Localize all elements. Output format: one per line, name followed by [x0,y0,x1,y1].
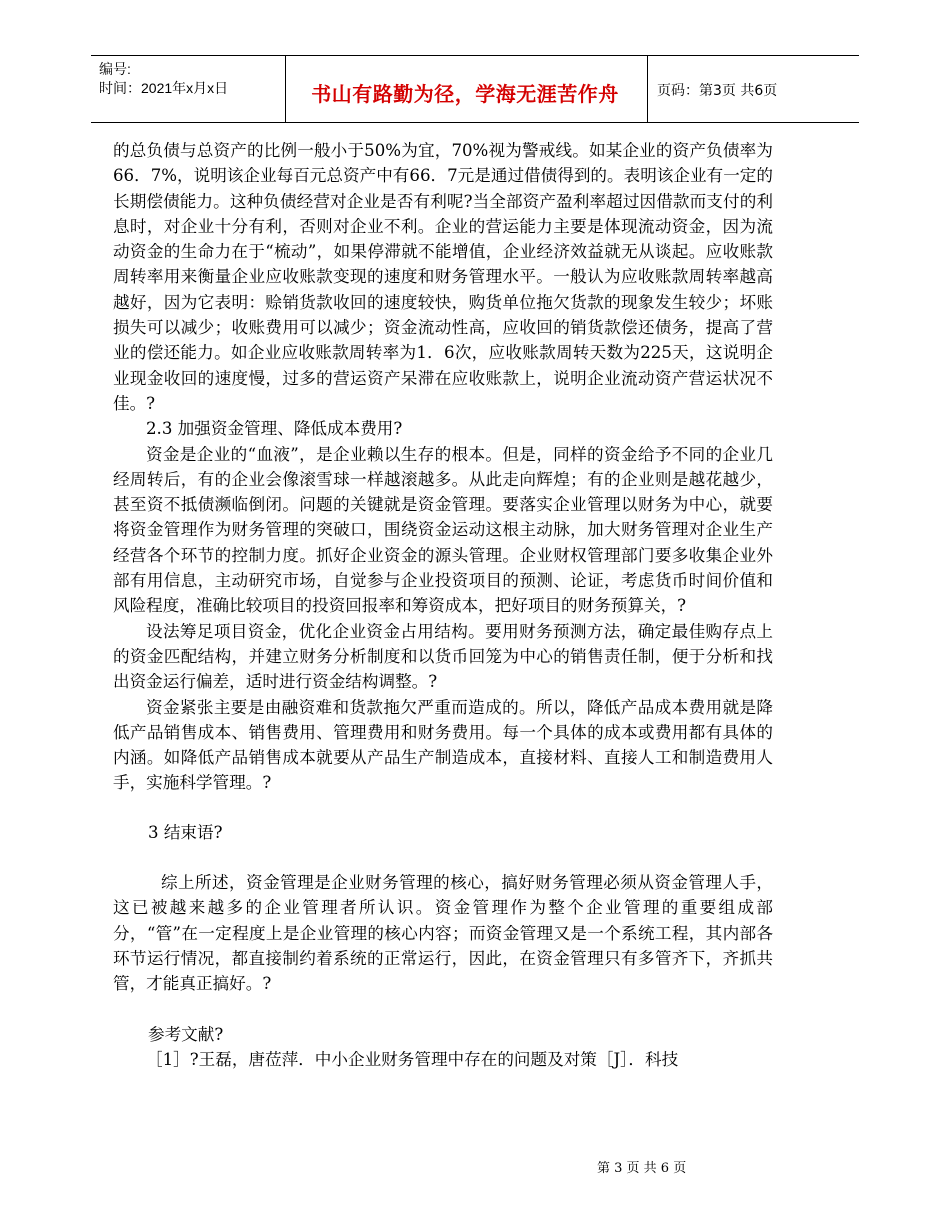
section-heading-3: 3 结束语? [148,822,223,842]
paragraph: 资金紧张主要是由融资难和货款拖欠严重而造成的。所以，降低产品成本费用就是降低产品销售成本、销售费用、管理费用和财务费用。每一个具体的成本或费用都有具体的内涵。如降低产品销售成本就要从产品生产制造成本，直接材料、直接人工和制造费用人手，实施科学管理。? [113,697,773,793]
reference-item: ［1］?王磊，唐莅萍．中小企业财务管理中存在的问题及对策［J］．科技 [146,1049,679,1069]
paragraph: 设法筹足项目资金，优化企业资金占用结构。要用财务预测方法，确定最佳购存点上的资金匹配结构，并建立财务分析制度和以货币回笼为中心的销售责任制，便于分析和找出资金运行偏差，适时进行资金结构调整。? [113,621,773,692]
paragraph: 资金是企业的“血液”，是企业赖以生存的根本。但是，同样的资金给予不同的企业几经周转后，有的企业会像滚雪球一样越滚越多。从此走向辉煌；有的企业则是越花越少，甚至资不抵债濒临倒闭。问题的关键就是资金管理。要落实企业管理以财务为中心，就要将资金管理作为财务管理的突破口，围绕资金运动这根主动脉，加大财务管理对企业生产经营各个环节的控制力度。抓好企业资金的源头管理。企业财权管理部门要多收集企业外部有用信息，主动研究市场，自觉参与企业投资项目的预测、论证，考虑货币时间价值和风险程度，准确比较项目的投资回报率和筹资成本，把好项目的财务预算关，? [113,444,773,616]
paragraph: 的总负债与总资产的比例一般小于50%为宜，70%视为警戒线。如某企业的资产负债率为66．7%，说明该企业每百元总资产中有66．7元是通过借债得到的。表明该企业有一定的长期偿债能力。这种负债经营对企业是否有利呢?当全部资产盈利率超过因借款而支付的利息时，对企业十分有利，否则对企业不利。企业的营运能力主要是体现流动资金，因为流动资金的生命力在于“梳动”，如果停滞就不能增值，企业经济效益就无从谈起。应收账款周转率用来衡量企业应收账款变现的速度和财务管理水平。一般认为应收账款周转率越高越好，因为它表明：赊销货款收回的速度较快，购货单位拖欠货款的现象发生较少；坏账损失可以减少；收账费用可以减少；资金流动性高，应收回的销货款偿还债务，提高了营业的偿还能力。如企业应收账款周转率为1．6次，应收账款周转天数为225天，这说明企业现金收回的速度慢，过多的营运资产呆滞在应收账款上，说明企业流动资产营运状况不佳。? [113,141,773,413]
header-page-number: 页码：第3页 共6页 [657,83,778,99]
document-number-label: 编号: [99,61,131,77]
document-time: 时间：2021年x月x日 [99,80,229,96]
references-title: 参考文献? [148,1024,224,1044]
header-divider [647,56,648,122]
header-meta [99,60,228,98]
header-motto: 书山有路勤为径，学海无涯苦作舟 [311,82,619,106]
page-header [91,55,859,123]
paragraph: 综上所述，资金管理是企业财务管理的核心，搞好财务管理必须从资金管理人手，这已被越来越多的企业管理者所认识。资金管理作为整个企业管理的重要组成部分，“管”在一定程度上是企业管理的核心内容；而资金管理又是一个系统工程，其内部各环节运行情况，都直接制约着系统的正常运行，因此，在资金管理只有多管齐下，齐抓共管，才能真正搞好。? [113,873,773,994]
page-footer: 第 3 页 共 6 页 [597,1161,687,1176]
section-heading-2-3: 2.3 加强资金管理、降低成本费用? [146,419,403,439]
document-body [113,138,773,1072]
